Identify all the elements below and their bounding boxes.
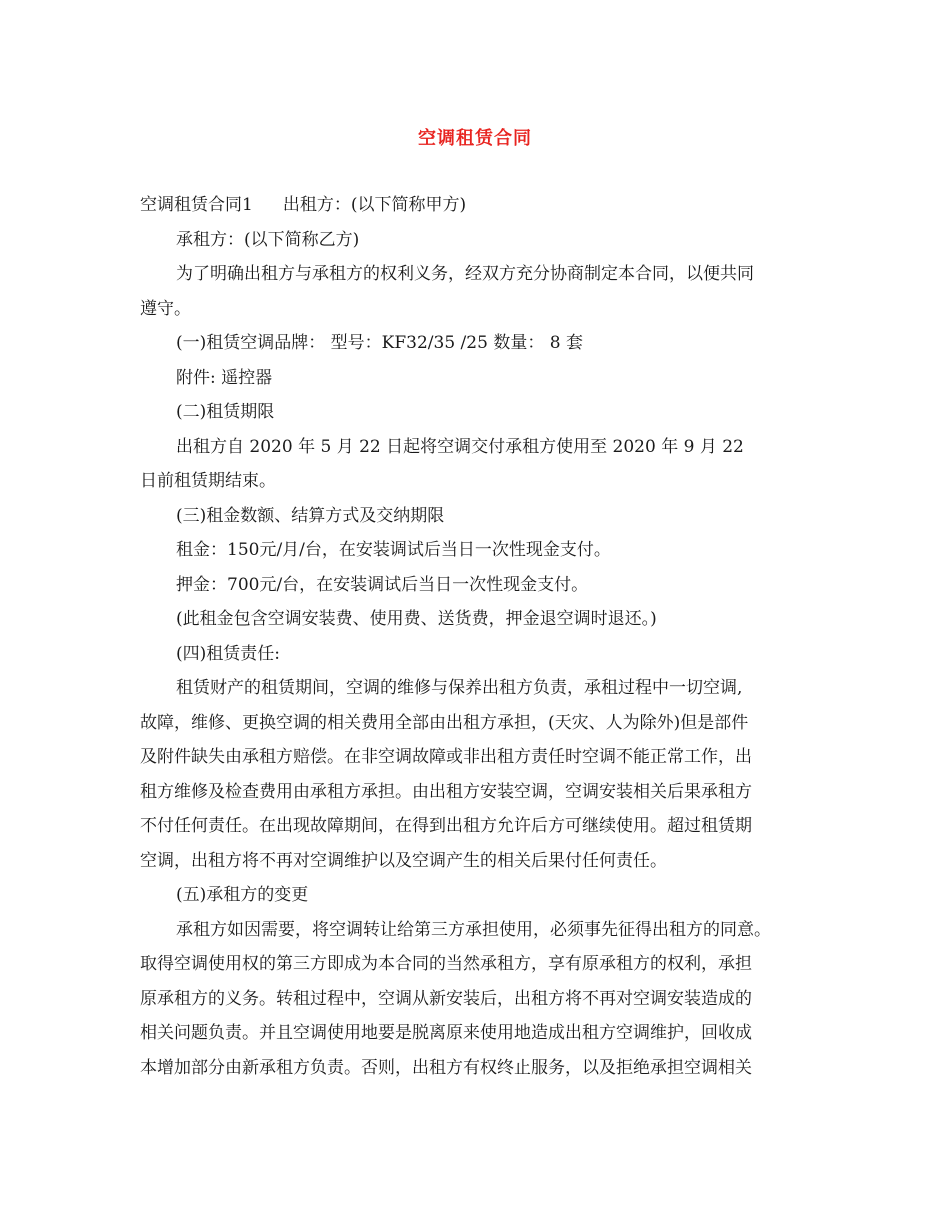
paragraph-line: 遵守。 (140, 298, 191, 319)
paragraph-line: (一)租赁空调品牌： 型号：KF32/35 /25 数量： 8 套 (176, 333, 583, 353)
paragraph-line: 不付任何责任。在出现故障期间，在得到出租方允许后方可继续使用。超过租赁期 (140, 816, 752, 836)
paragraph-line: 出租方自 2020 年 5 月 22 日起将空调交付承租方使用至 2020 年 9 月 22 (176, 436, 744, 457)
paragraph-line: 日前租赁期结束。 (140, 471, 276, 491)
paragraph-line: 租金：150元/月/台，在安装调试后当日一次性现金支付。 (176, 540, 611, 560)
contract-number: 空调租赁合同1 (140, 195, 253, 215)
section-heading: (二)租赁期限 (176, 402, 275, 422)
paragraph-line: 空调，出租方将不再对空调维护以及空调产生的相关后果付任何责任。 (140, 850, 667, 871)
paragraph-line: 相关问题负责。并且空调使用地要是脱离原来使用地造成出租方空调维护，回收成 (140, 1023, 752, 1043)
paragraph-line: (此租金包含空调安装费、使用费、送货费，押金退空调时退还。) (176, 609, 657, 629)
paragraph-line: 押金：700元/台，在安装调试后当日一次性现金支付。 (176, 574, 589, 595)
paragraph-line: 承租方：(以下简称乙方) (176, 229, 360, 250)
paragraph-line: 租赁财产的租赁期间，空调的维修与保养出租方负责，承租过程中一切空调, (176, 678, 743, 698)
section-heading: (五)承租方的变更 (176, 885, 309, 905)
paragraph-line: 承租方如因需要，将空调转让给第三方承担使用，必须事先征得出租方的同意。 (176, 919, 771, 940)
document-body (140, 188, 824, 1085)
section-heading: (三)租金数额、结算方式及交纳期限 (176, 505, 445, 526)
paragraph-line: 故障，维修、更换空调的相关费用全部由出租方承担，(天灾、人为除外)但是部件 (140, 712, 749, 733)
paragraph-line: 租方维修及检查费用由承租方承担。由出租方安装空调，空调安装相关后果承租方 (140, 781, 752, 802)
paragraph-line: 及附件缺失由承租方赔偿。在非空调故障或非出租方责任时空调不能正常工作，出 (140, 747, 752, 767)
lessor-label: 出租方：(以下简称甲方) (282, 195, 467, 215)
paragraph-line: 原承租方的义务。转租过程中，空调从新安装后，出租方将不再对空调安装造成的 (140, 988, 752, 1009)
section-heading: (四)租赁责任: (176, 643, 280, 664)
paragraph-line: 附件: 遥控器 (176, 367, 273, 388)
paragraph-line: 取得空调使用权的第三方即成为本合同的当然承租方，享有原承租方的权利，承担 (140, 954, 752, 974)
document-title: 空调租赁合同 (418, 128, 532, 149)
paragraph-line: 本增加部分由新承租方负责。否则，出租方有权终止服务，以及拒绝承担空调相关 (140, 1057, 752, 1078)
paragraph-line (140, 188, 824, 223)
paragraph-line: 为了明确出租方与承租方的权利义务，经双方充分协商制定本合同，以便共同 (176, 264, 754, 284)
